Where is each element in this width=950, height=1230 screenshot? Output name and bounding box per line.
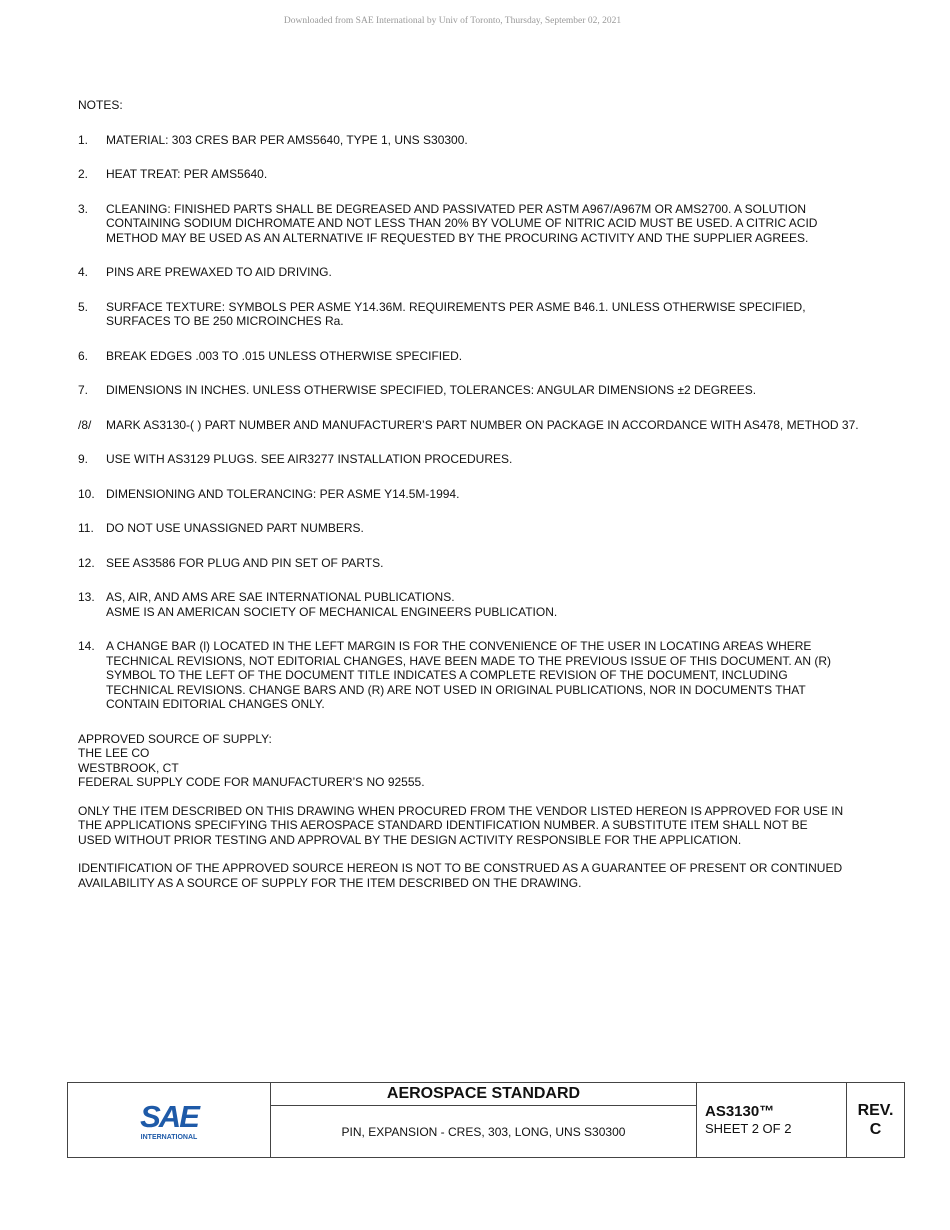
note-item	[78, 452, 903, 467]
note-item	[78, 590, 903, 619]
note-item	[78, 265, 903, 280]
paragraph-line: ONLY THE ITEM DESCRIBED ON THIS DRAWING WHEN PROCURED FROM THE VENDOR LISTED HEREON IS APPROVED FOR USE IN	[78, 803, 844, 818]
note-number: 13.	[78, 590, 95, 604]
note-line: HEAT TREAT: PER AMS5640.	[106, 167, 268, 181]
note-number: 11.	[78, 521, 94, 535]
supply-line: WESTBROOK, CT	[78, 760, 179, 775]
note-number: 9.	[78, 452, 89, 466]
note-item	[78, 521, 903, 536]
note-text	[106, 556, 903, 571]
title-block	[67, 1082, 905, 1158]
note-text	[106, 418, 903, 433]
note-line: AS, AIR, AND AMS ARE SAE INTERNATIONAL PUBLICATIONS.	[106, 590, 455, 604]
note-text	[106, 202, 903, 246]
supply-line: FEDERAL SUPPLY CODE FOR MANUFACTURER’S NO 92555.	[78, 775, 425, 789]
identification-paragraph	[78, 861, 903, 890]
paragraph-line: IDENTIFICATION OF THE APPROVED SOURCE HEREON IS NOT TO BE CONSTRUED AS A GUARANTEE OF PRESENT OR CONTINUED	[78, 861, 843, 875]
document-id	[697, 1083, 847, 1157]
note-number: 1.	[78, 132, 89, 147]
logo-subtext: INTERNATIONAL	[140, 1134, 198, 1141]
notes-heading: NOTES:	[78, 98, 123, 112]
note-item	[78, 487, 903, 502]
note-item	[78, 133, 903, 148]
notes-content	[78, 98, 903, 890]
note-number: /8/	[78, 417, 92, 432]
logo-wordmark: SAE	[140, 1099, 198, 1134]
note-line: METHOD MAY BE USED AS AN ALTERNATIVE IF REQUESTED BY THE PROCURING ACTIVITY AND THE SUPPLIER AGREES.	[106, 230, 809, 245]
sae-logo-icon	[134, 1097, 204, 1143]
note-line: DO NOT USE UNASSIGNED PART NUMBERS.	[106, 521, 364, 535]
note-item	[78, 418, 903, 433]
note-item	[78, 556, 903, 571]
rev-value: C	[869, 1121, 882, 1138]
note-item	[78, 300, 903, 329]
note-text	[106, 349, 903, 364]
supply-line: THE LEE CO	[78, 746, 150, 760]
note-line: CONTAIN EDITORIAL CHANGES ONLY.	[106, 697, 325, 711]
note-line: PINS ARE PREWAXED TO AID DRIVING.	[106, 265, 332, 279]
note-text	[106, 167, 903, 182]
note-line: CLEANING: FINISHED PARTS SHALL BE DEGREASED AND PASSIVATED PER ASTM A967/A967M OR AMS2700. A SOLUTION	[106, 201, 807, 216]
standard-label: AEROSPACE STANDARD	[271, 1083, 696, 1106]
note-text	[106, 487, 903, 502]
note-number: 10.	[78, 486, 95, 501]
note-line: USE WITH AS3129 PLUGS. SEE AIR3277 INSTALLATION PROCEDURES.	[106, 452, 513, 466]
supply-line: APPROVED SOURCE OF SUPPLY:	[78, 731, 272, 746]
note-line: TECHNICAL REVISIONS, NOT EDITORIAL CHANGES, HAVE BEEN MADE TO THE PREVIOUS ISSUE OF THIS DOCUMENT. AN (R)	[106, 653, 832, 668]
note-text	[106, 521, 903, 536]
note-number: 4.	[78, 265, 89, 279]
note-item	[78, 639, 903, 712]
sae-logo	[68, 1083, 271, 1157]
part-description: PIN, EXPANSION - CRES, 303, LONG, UNS S30300	[341, 1124, 626, 1139]
title-middle	[271, 1083, 697, 1157]
note-line: DIMENSIONS IN INCHES. UNLESS OTHERWISE SPECIFIED, TOLERANCES: ANGULAR DIMENSIONS ±2 DEGREES.	[106, 383, 757, 397]
note-line: SURFACE TEXTURE: SYMBOLS PER ASME Y14.36M. REQUIREMENTS PER ASME B46.1. UNLESS OTHERWISE SPECIFIED,	[106, 299, 806, 314]
note-text	[106, 452, 903, 467]
note-item	[78, 383, 903, 398]
approved-source	[78, 732, 903, 790]
approval-paragraph	[78, 804, 903, 848]
note-number: 14.	[78, 639, 95, 653]
revision	[847, 1083, 904, 1157]
notes-list	[78, 133, 903, 712]
note-line: MATERIAL: 303 CRES BAR PER AMS5640, TYPE 1, UNS S30300.	[106, 132, 468, 147]
paragraph-line: THE APPLICATIONS SPECIFYING THIS AEROSPACE STANDARD IDENTIFICATION NUMBER. A SUBSTITUTE ITEM SHALL NOT BE	[78, 818, 808, 832]
note-item	[78, 167, 903, 182]
note-item	[78, 349, 903, 364]
note-text	[106, 133, 903, 148]
doc-number: AS3130™	[705, 1103, 775, 1120]
note-number: 12.	[78, 555, 95, 570]
note-text	[106, 383, 903, 398]
note-line: ASME IS AN AMERICAN SOCIETY OF MECHANICAL ENGINEERS PUBLICATION.	[106, 604, 558, 619]
note-line: SURFACES TO BE 250 MICROINCHES Ra.	[106, 314, 344, 328]
note-line: MARK AS3130-( ) PART NUMBER AND MANUFACTURER’S PART NUMBER ON PACKAGE IN ACCORDANCE WITH AS478, METHOD 37.	[106, 417, 859, 432]
note-line: SEE AS3586 FOR PLUG AND PIN SET OF PARTS.	[106, 555, 384, 570]
note-line: DIMENSIONING AND TOLERANCING: PER ASME Y14.5M-1994.	[106, 486, 460, 501]
note-item	[78, 202, 903, 246]
note-number: 7.	[78, 383, 89, 397]
note-text	[106, 265, 903, 280]
paragraph-line: AVAILABILITY AS A SOURCE OF SUPPLY FOR THE ITEM DESCRIBED ON THE DRAWING.	[78, 875, 582, 890]
rev-label: REV.	[857, 1102, 894, 1119]
note-line: TECHNICAL REVISIONS. CHANGE BARS AND (R) ARE NOT USED IN ORIGINAL PUBLICATIONS, NOR IN DOCUMENTS THAT	[106, 682, 806, 697]
note-number: 2.	[78, 167, 89, 181]
note-number: 5.	[78, 299, 89, 314]
note-line: A CHANGE BAR (l) LOCATED IN THE LEFT MARGIN IS FOR THE CONVENIENCE OF THE USER IN LOCATING AREAS WHERE	[106, 639, 812, 653]
note-line: SYMBOL TO THE LEFT OF THE DOCUMENT TITLE INDICATES A COMPLETE REVISION OF THE DOCUMENT, INCLUDING	[106, 668, 788, 682]
note-line: CONTAINING SODIUM DICHROMATE AND NOT LESS THAN 20% BY VOLUME OF NITRIC ACID MUST BE USED. A CITRIC ACID	[106, 216, 818, 230]
note-text	[106, 639, 903, 712]
note-text	[106, 590, 903, 619]
note-text	[106, 300, 903, 329]
note-number: 6.	[78, 348, 89, 363]
download-banner: Downloaded from SAE International by Univ of Toronto, Thursday, September 02, 2021	[283, 16, 622, 26]
note-line: BREAK EDGES .003 TO .015 UNLESS OTHERWISE SPECIFIED.	[106, 348, 463, 363]
note-number: 3.	[78, 201, 89, 216]
sheet-number: SHEET 2 OF 2	[705, 1121, 792, 1136]
paragraph-line: USED WITHOUT PRIOR TESTING AND APPROVAL BY THE DESIGN ACTIVITY RESPONSIBLE FOR THE APPLICATION.	[78, 832, 742, 847]
